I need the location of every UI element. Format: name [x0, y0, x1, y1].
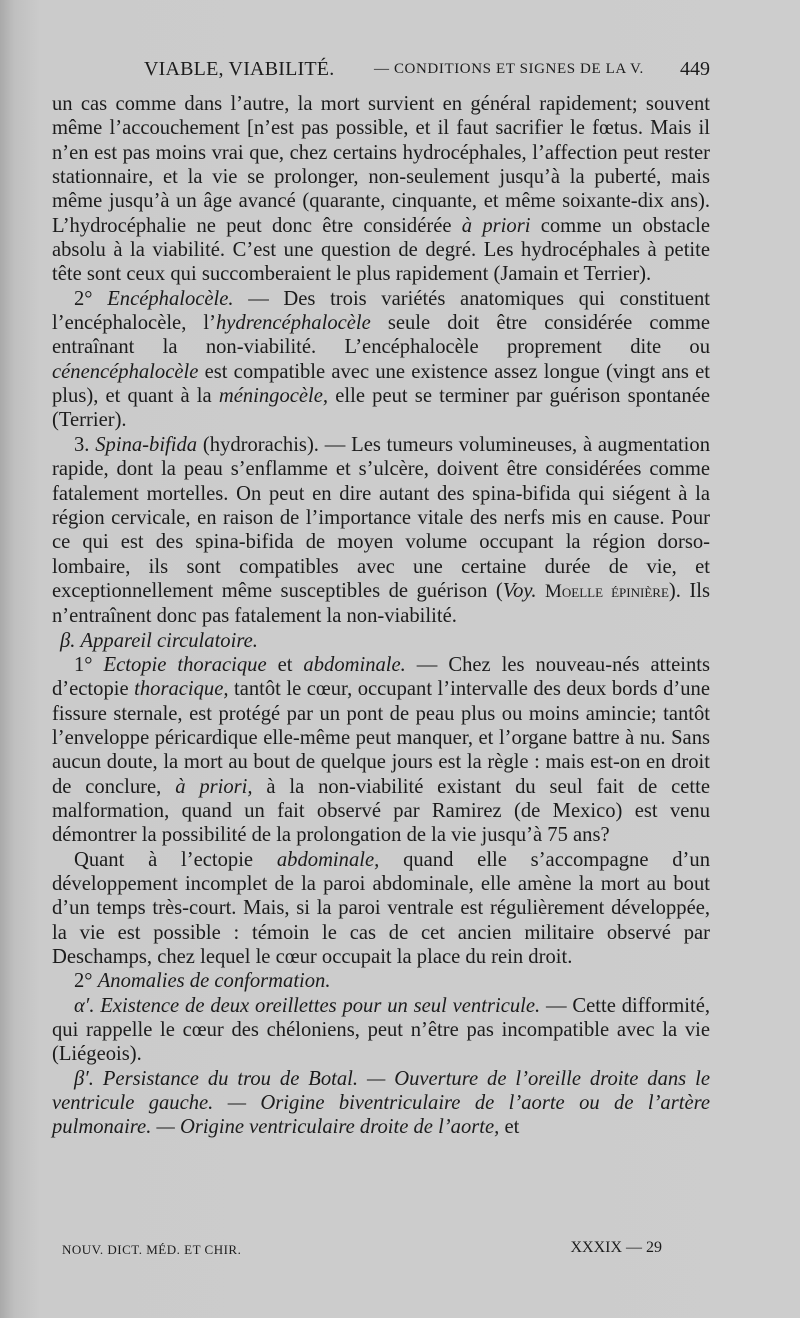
footer-signature: NOUV. DICT. MÉD. ET CHIR.	[62, 1242, 242, 1257]
running-header	[52, 58, 710, 86]
paragraph-ectopie-abdominale: Quant à l’ectopie abdominale, quand elle s’accompagne d’un développement incomplet de la paroi abdominale, elle amène la mort au bout d’un temps très-court. Mais, si la paroi ventrale est régulièrement développée, la vie est possible : témoin le cas de cet ancien militaire observé par Deschamps, chez lequel le cœur occupait la place du rein droit.	[52, 848, 710, 969]
paragraph-botal: β′. Persistance du trou de Botal. — Ouverture de l’oreille droite dans le ventricule gauche. — Origine biventriculaire de l’aorte ou de l’artère pulmonaire. — Origine ventriculaire droite de l’aorte, et	[52, 1067, 710, 1139]
footer-volume: XXXIX — 29	[570, 1239, 662, 1256]
paragraph-encephalocele: 2° Encéphalocèle. — Des trois variétés anatomiques qui constituent l’encéphalocèle, l’hydrencéphalocèle seule doit être considérée comme entraînant la non-viabilité. L’encéphalocèle proprement dite ou cénencéphalocèle est compatible avec une existence assez longue (vingt ans et plus), et quant à la méningocèle, elle peut se terminer par guérison spontanée (Terrier).	[52, 287, 710, 432]
paragraph-spina-bifida: 3. Spina-bifida (hydrorachis). — Les tumeurs volumineuses, à augmentation rapide, dont la peau s’enflamme et s’ulcère, doivent être considérées comme fatalement mortelles. On peut en dire autant des spina-bifida qui siégent à la région cervicale, en raison de l’importance vitale des nerfs mis en cause. Pour ce qui est des spina-bifida de moyen volume occupant la région dorso-lombaire, ils sont compatibles avec une certaine durée de vie, et exceptionnellement même susceptibles de guérison (Voy. Moelle épinière). Ils n’entraînent donc pas fatalement la non-viabilité.	[52, 433, 710, 628]
paragraph-hydrocephalie: un cas comme dans l’autre, la mort survient en général rapidement; souvent même l’accouchement [n’est pas possible, et il faut sacrifier le fœtus. Mais il n’en est pas moins vrai que, chez certains hydrocéphales, l’affection peut rester stationnaire, et la vie se prolonger, non-seulement jusqu’à la puberté, mais même jusqu’à un âge avancé (quarante, cinquante, et même soixante-dix ans). L’hydrocéphalie ne peut donc être considérée à priori comme un obstacle absolu à la viabilité. C’est une question de degré. Les hydrocéphales à petite tête sont ceux qui succomberaient le plus rapidement (Jamain et Terrier).	[52, 93, 710, 286]
section-title: Spina-bifida	[95, 433, 198, 456]
section-title: Encéphalocèle.	[107, 287, 234, 310]
page-number: 449	[680, 58, 710, 80]
section-title: Ectopie thoracique	[103, 653, 267, 676]
cross-reference: Moelle épinière	[545, 580, 669, 602]
body-text	[52, 92, 710, 1140]
paragraph-ectopie: 1° Ectopie thoracique et abdominale. — Chez les nouveau-nés atteints d’ectopie thoracique, tantôt le cœur, occupant l’intervalle des deux bords d’une fissure sternale, est protégé par un pont de peau plus ou moins amincie; tantôt l’enveloppe péricardique elle-même peut manquer, et l’organe battre à nu. Sans aucun doute, la mort au bout de quelque jours est la règle : mais est-on en droit de conclure, à priori, à la non-viabilité existant du seul fait de cette malformation, quand un fait observé par Ramirez (de Mexico) est venu démontrer la possibilité de la prolongation de la vie jusqu’à 75 ans?	[52, 653, 710, 847]
section-title: β′. Persistance du trou de Botal. — Ouverture de l’oreille droite dans le ventricule gauche. — Origine biventriculaire de l’aorte ou de l’artère pulmonaire. — Origine ventriculaire droite de l’aorte,	[52, 1067, 710, 1139]
page-footer	[62, 1239, 662, 1259]
running-subtitle: — CONDITIONS ET SIGNES DE LA V.	[374, 61, 644, 77]
section-title: α′. Existence de deux oreillettes pour un seul ventricule.	[74, 994, 541, 1017]
section-heading-circulatoire: β. Appareil circulatoire.	[60, 629, 258, 652]
running-title: VIABLE, VIABILITÉ.	[144, 58, 335, 80]
section-heading-anomalies: 2° Anomalies de conformation.	[74, 970, 331, 993]
paragraph-oreillettes: α′. Existence de deux oreillettes pour un seul ventricule. — Cette difformité, qui rappelle le cœur des chéloniens, peut n’être pas incompatible avec la vie (Liégeois).	[52, 994, 710, 1066]
